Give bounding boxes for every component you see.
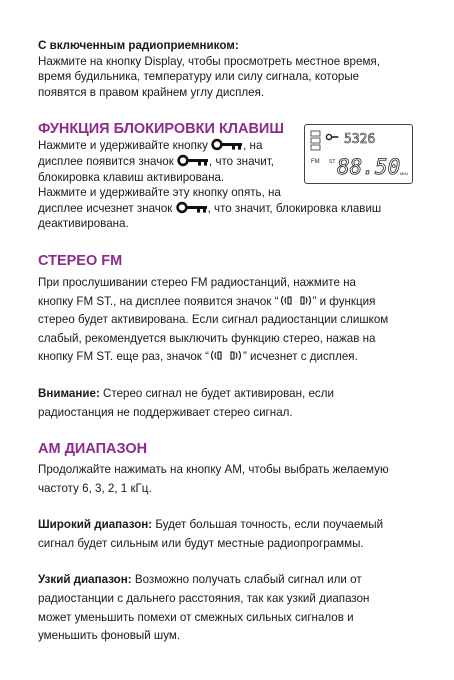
key-lock-text: , на bbox=[243, 139, 263, 153]
lcd-big-digits: 88.50 bbox=[337, 155, 401, 179]
stereo-text: ” исчезнет с дисплея. bbox=[242, 350, 358, 364]
wide-band-line-2: сигнал будет сильным или будут местные радиопрограммы. bbox=[38, 536, 364, 550]
stereo-icon bbox=[209, 349, 243, 362]
wide-band-line-1 bbox=[38, 516, 418, 535]
lcd-key-icon bbox=[326, 134, 338, 139]
radio-on-line-3: появятся в правом крайнем углу дисплея. bbox=[38, 85, 265, 99]
narrow-band-line-3: может уменьшить помехи от смежных сильных сигналов и bbox=[38, 610, 354, 624]
key-icon bbox=[211, 138, 243, 151]
key-lock-text: Нажмите и удерживайте кнопку bbox=[38, 139, 212, 153]
key-lock-line-5 bbox=[38, 201, 418, 217]
narrow-band-line-4: уменьшить фоновый шум. bbox=[38, 629, 181, 643]
stereo-line-5 bbox=[38, 348, 418, 367]
warning-label: Внимание: bbox=[38, 386, 100, 400]
stereo-line-1: При прослушивании стерео FM радиостанций, нажмите на bbox=[38, 275, 356, 289]
warning-text: Стерео сигнал не будет активирован, если bbox=[99, 386, 334, 400]
lcd-small-digits: 5326 bbox=[344, 132, 376, 147]
key-lock-text: дисплее появится значок bbox=[38, 154, 178, 168]
narrow-band-label: Узкий диапазон: bbox=[38, 573, 132, 587]
key-lock-line-4: Нажмите и удерживайте эту кнопку опять, на bbox=[38, 186, 281, 200]
radio-on-title: С включенным радиоприемником: bbox=[38, 39, 239, 52]
radio-on-line-1: Нажмите на кнопку Display, чтобы просмотреть местное время, bbox=[38, 54, 380, 68]
key-lock-text: , что значит, bbox=[209, 154, 275, 168]
lcd-display-illustration bbox=[304, 124, 413, 184]
warning-line-1 bbox=[38, 385, 418, 404]
lcd-mhz-label: MHz bbox=[400, 171, 409, 176]
am-band-heading: AM ДИАПАЗОН bbox=[38, 441, 148, 458]
stereo-line-3: стерео будет активирована. Если сигнал радиостанции слишком bbox=[38, 313, 389, 327]
stereo-line-4: слабый, рекомендуется выключить функцию стерео, нажав на bbox=[38, 331, 376, 345]
stereo-line-2 bbox=[38, 293, 418, 312]
key-lock-text: , что значит, блокировка клавиш bbox=[207, 201, 382, 215]
am-line-1: Продолжайте нажимать на кнопку AM, чтобы выбрать желаемую bbox=[38, 463, 389, 477]
key-lock-heading: ФУНКЦИЯ БЛОКИРОВКИ КЛАВИШ bbox=[38, 121, 284, 138]
stereo-fm-heading: СТЕРЕО FM bbox=[38, 252, 123, 269]
stereo-text: кнопку FM ST. еще раз, значок “ bbox=[38, 350, 209, 364]
radio-on-line-2: время будильника, температуру или силу сигнала, которые bbox=[38, 70, 360, 84]
stereo-icon bbox=[279, 294, 313, 307]
key-lock-line-6: деактивирована. bbox=[38, 217, 129, 231]
key-icon bbox=[176, 201, 208, 214]
stereo-text: кнопку FM ST., на дисплее появится значок “ bbox=[38, 294, 279, 308]
narrow-band-text: Возможно получать слабый сигнал или от bbox=[131, 573, 362, 587]
wide-band-label: Широкий диапазон: bbox=[38, 518, 153, 532]
key-lock-text: дисплее исчезнет значок bbox=[38, 201, 176, 215]
lcd-fm-label: FM bbox=[311, 159, 320, 165]
wide-band-text: Будет большая точность, если поучаемый bbox=[152, 518, 384, 532]
key-icon bbox=[177, 154, 209, 167]
lcd-st-label: ST bbox=[329, 159, 336, 165]
am-line-2: частоту 6, 3, 2, 1 кГц. bbox=[38, 481, 152, 495]
warning-line-2: радиостанция не поддерживает стерео сигнал. bbox=[38, 405, 293, 419]
narrow-band-line-2: радиостанции с дальнего расстояния, так как узкий диапазон bbox=[38, 592, 370, 606]
narrow-band-line-1 bbox=[38, 571, 418, 590]
lcd-display-graphic bbox=[305, 125, 412, 183]
key-lock-line-3: блокировка клавиш активирована. bbox=[38, 170, 225, 184]
stereo-text: ” и функция bbox=[312, 294, 376, 308]
